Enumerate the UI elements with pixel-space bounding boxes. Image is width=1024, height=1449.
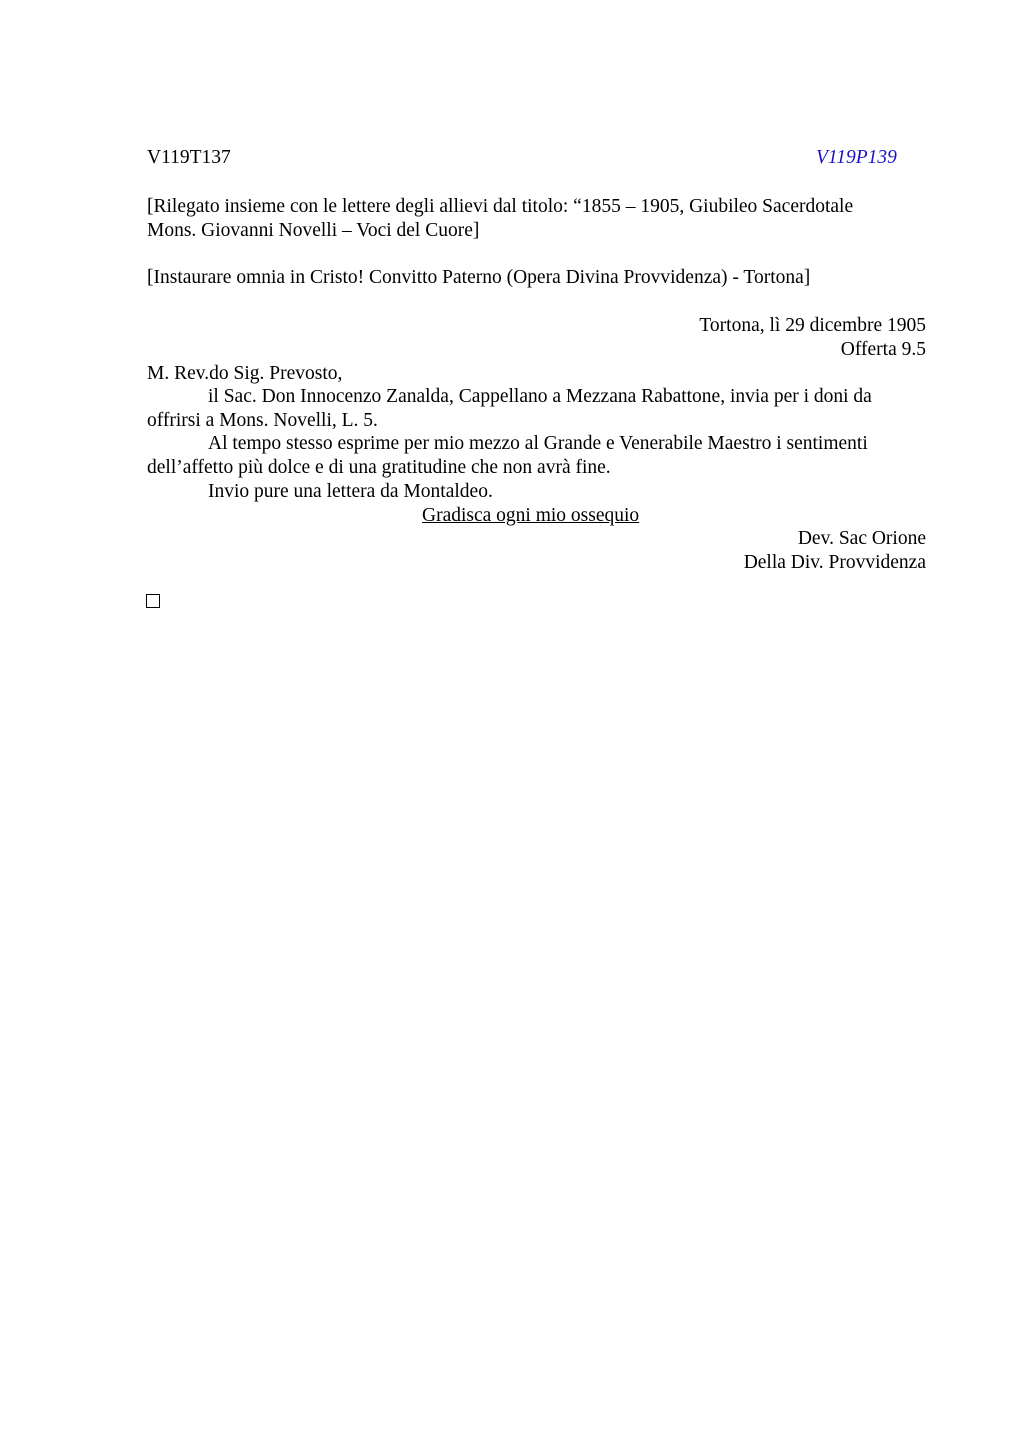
paragraph-1-line-1: il Sac. Don Innocenzo Zanalda, Cappellano a Mezzana Rabattone, invia per i doni da: [208, 386, 872, 407]
place-date: Tortona, lì 29 dicembre 1905: [699, 315, 926, 336]
salutation: M. Rev.do Sig. Prevosto,: [147, 363, 343, 384]
page-reference-link[interactable]: V119P139: [816, 147, 897, 168]
signature-line-2: Della Div. Provvidenza: [743, 552, 926, 573]
paragraph-1-line-2: offrirsi a Mons. Novelli, L. 5.: [147, 410, 378, 431]
closing-phrase: Gradisca ogni mio ossequio: [422, 505, 640, 526]
offer-amount: Offerta 9.5: [840, 339, 926, 360]
signature-line-1: Dev. Sac Orione: [797, 528, 926, 549]
doc-id: V119T137: [147, 147, 231, 168]
checkbox-icon[interactable]: [146, 594, 160, 608]
letterhead-note: [Instaurare omnia in Cristo! Convitto Paterno (Opera Divina Provvidenza) - Tortona]: [147, 267, 811, 288]
paragraph-2-line-2: dell’affetto più dolce e di una gratitudine che non avrà fine.: [147, 457, 611, 478]
binding-note-line-2: Mons. Giovanni Novelli – Voci del Cuore]: [147, 220, 480, 241]
paragraph-2-line-1: Al tempo stesso esprime per mio mezzo al Grande e Venerabile Maestro i sentimenti: [208, 433, 868, 454]
paragraph-3-line-1: Invio pure una lettera da Montaldeo.: [208, 481, 493, 502]
binding-note-line-1: [Rilegato insieme con le lettere degli allievi dal titolo: “1855 – 1905, Giubileo Sacerdotale: [147, 196, 854, 217]
